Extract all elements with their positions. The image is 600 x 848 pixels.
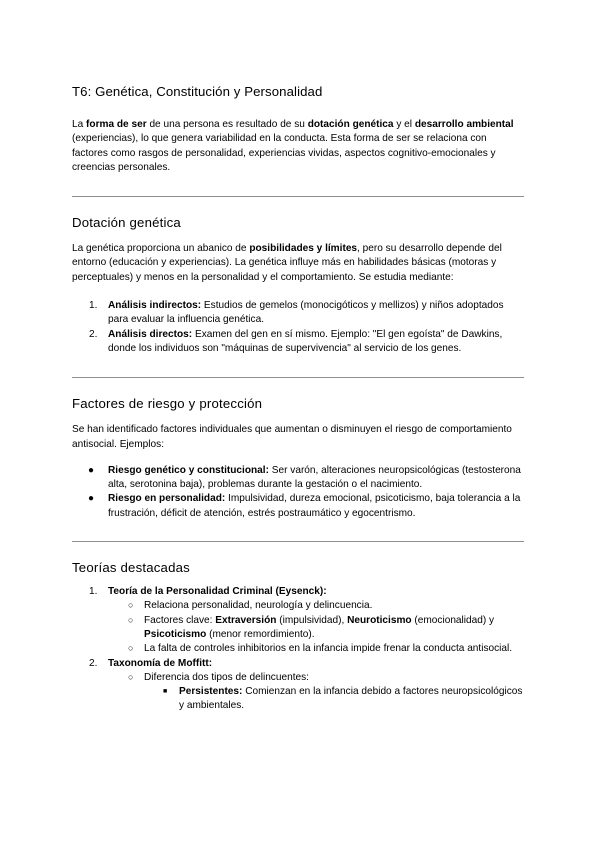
intro-text: La — [72, 119, 87, 130]
list-number: 2. — [89, 657, 98, 669]
list-item-text: Estudios de gemelos (monocigóticos y mellizos) y niños adoptados para evaluar la influencia genética. — [108, 300, 504, 326]
sublist-item-text: Factores clave: — [144, 614, 216, 626]
list-item — [72, 299, 524, 328]
section-divider — [72, 541, 524, 542]
dotacion-text: , pero su desarrollo depende del entorno (educación y experiencias). La genética influye más en habilidades básicas (motoras y perceptuales) y menos en la personalidad y el comportamiento. Se estudia mediante: — [72, 243, 502, 283]
section-divider — [72, 196, 524, 197]
intro-text: de una persona es resultado de su — [146, 119, 308, 130]
section-heading-dotacion: Dotación genética — [72, 215, 181, 231]
list-item-text: Examen del gen en sí mismo. Ejemplo: "El gen egoísta" de Dawkins, donde los individuos son "máquinas de supervivencia" al servicio de los genes. — [108, 328, 503, 354]
eysenck-sublist — [108, 599, 524, 656]
list-item-text: Ser varón, alteraciones neuropsicológicas (testosterona alta, serotonina baja), problemas durante la gestación o el nacimiento. — [108, 464, 521, 491]
sublist-item-bold: Extraversión — [215, 614, 277, 626]
sublist-item-text: Diferencia dos tipos de delincuentes: — [144, 671, 309, 683]
square-bullet-icon: ■ — [163, 688, 168, 696]
document-title: T6: Genética, Constitución y Personalidad — [72, 84, 323, 99]
sublist-item — [108, 671, 524, 714]
factores-list — [72, 464, 524, 521]
list-item-bold: Análisis directos: — [108, 328, 193, 340]
dotacion-bold: posibilidades y límites — [249, 243, 358, 255]
sublist-item-text: La falta de controles inhibitorios en la infancia impide frenar la conducta antisocial. — [144, 643, 513, 655]
moffitt-subsublist — [144, 685, 524, 714]
list-number: 1. — [89, 300, 98, 312]
list-item-bold: Riesgo en personalidad: — [108, 493, 226, 505]
factores-paragraph: Se han identificado factores individuales que aumentan o disminuyen el riesgo de comportamiento antisocial. Ejemplos: — [72, 424, 512, 450]
intro-text: (experiencias), lo que genera variabilidad en la conducta. Esta forma de ser se relaciona con factores como rasgos de personalidad, experiencias vividas, aspectos cognitivo-emocionales y creencias personales. — [72, 133, 496, 173]
moffitt-sublist — [108, 671, 524, 714]
hollow-bullet-icon: ○ — [128, 614, 134, 625]
hollow-bullet-icon: ○ — [128, 671, 134, 682]
sublist-item-bold: Psicoticismo — [144, 628, 207, 640]
list-item-bold: Taxonomía de Moffitt: — [108, 657, 213, 669]
teorias-list — [72, 585, 524, 714]
intro-bold: desarrollo ambiental — [414, 119, 514, 130]
list-number: 1. — [89, 586, 98, 598]
list-item-bold: Análisis indirectos: — [108, 300, 202, 312]
list-item-text: Impulsividad, dureza emocional, psicoticismo, baja tolerancia a la frustración, déficit de atención, estrés postraumático y egocentrismo. — [108, 493, 521, 519]
list-number: 2. — [89, 328, 98, 340]
list-item — [72, 657, 524, 714]
hollow-bullet-icon: ○ — [128, 600, 134, 611]
hollow-bullet-icon: ○ — [128, 643, 134, 654]
subsublist-item-bold: Persistentes: — [179, 686, 243, 698]
intro-bold: forma de ser — [86, 119, 147, 130]
list-item — [72, 492, 524, 521]
sublist-item — [108, 642, 524, 656]
sublist-item-text: (menor remordimiento). — [206, 628, 315, 640]
intro-paragraph — [72, 118, 524, 175]
dotacion-text: La genética proporciona un abanico de — [72, 243, 250, 255]
sublist-item — [108, 599, 524, 613]
sublist-item-bold: Neuroticismo — [347, 614, 412, 626]
sublist-item-text: Relaciona personalidad, neurología y delincuencia. — [144, 600, 373, 612]
dotacion-list — [72, 299, 524, 356]
subsublist-item-text: Comienzan en la infancia debido a factores neuropsicológicos y ambientales. — [179, 686, 523, 712]
section-heading-factores: Factores de riesgo y protección — [72, 396, 263, 412]
section-heading-teorias: Teorías destacadas — [72, 560, 190, 576]
list-item — [72, 585, 524, 656]
list-item-bold: Teoría de la Personalidad Criminal (Eysenck): — [108, 586, 327, 598]
bullet-icon: ● — [88, 464, 95, 476]
list-item — [72, 464, 524, 493]
list-item-bold: Riesgo genético y constitucional: — [108, 464, 269, 476]
subsublist-item — [144, 685, 524, 714]
list-item — [72, 328, 524, 357]
sublist-item — [108, 614, 524, 643]
intro-bold: dotación genética — [307, 119, 394, 130]
section-divider — [72, 377, 524, 378]
intro-text: y el — [393, 119, 415, 130]
dotacion-paragraph — [72, 242, 524, 285]
sublist-item-text: (impulsividad), — [276, 614, 348, 626]
bullet-icon: ● — [88, 493, 95, 505]
document-page — [72, 84, 524, 714]
sublist-item-text: (emocionalidad) y — [411, 614, 495, 626]
